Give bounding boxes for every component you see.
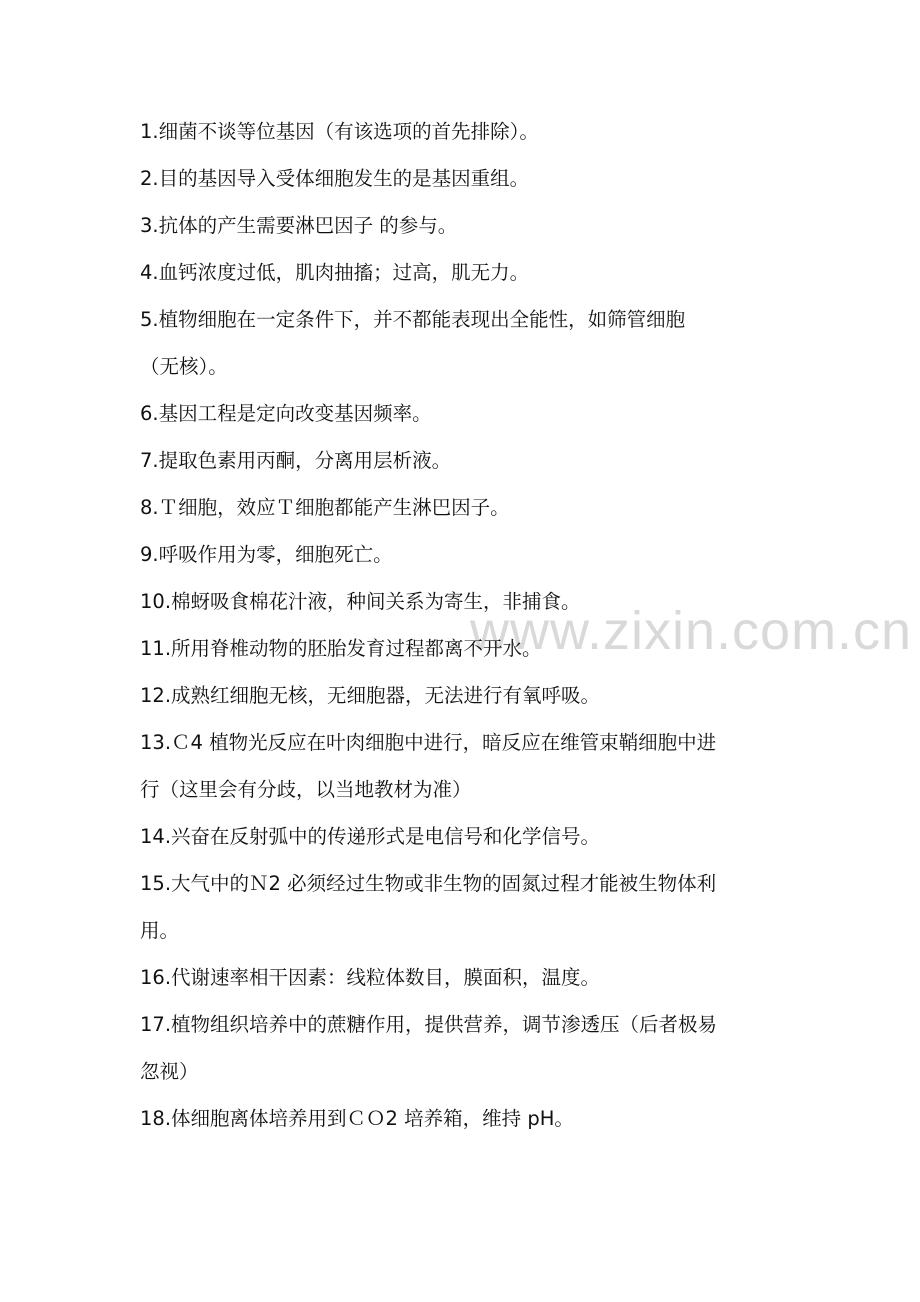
text-line: 8.Ｔ细胞，效应Ｔ细胞都能产生淋巴因子。 bbox=[140, 496, 510, 519]
text-line: 6.基因工程是定向改变基因频率。 bbox=[140, 402, 432, 425]
text-line: 17.植物组织培养中的蔗糖作用，提供营养，调节渗透压（后者极易 bbox=[140, 1013, 718, 1036]
text-line: 9.呼吸作用为零，细胞死亡。 bbox=[140, 543, 393, 566]
text-line: 1.细菌不谈等位基因（有该选项的首先排除）。 bbox=[140, 120, 539, 143]
text-line: 14.兴奋在反射弧中的传递形式是电信号和化学信号。 bbox=[140, 825, 601, 848]
text-line: 10.棉蚜吸食棉花汁液，种间关系为寄生，非捕食。 bbox=[140, 590, 581, 613]
text-line: 2.目的基因导入受体细胞发生的是基因重组。 bbox=[140, 167, 530, 190]
text-line: 15.大气中的Ｎ2 必须经过生物或非生物的固氮过程才能被生物体利 bbox=[140, 872, 717, 895]
text-line: 16.代谢速率相干因素：线粒体数目，膜面积，温度。 bbox=[140, 966, 601, 989]
document-body bbox=[140, 120, 790, 1154]
text-line: 7.提取色素用丙酮，分离用层析液。 bbox=[140, 449, 452, 472]
text-line: 13.Ｃ4 植物光反应在叶肉细胞中进行，暗反应在维管束鞘细胞中进 bbox=[140, 731, 717, 754]
text-line: 11.所用脊椎动物的胚胎发育过程都离不开水。 bbox=[140, 637, 542, 660]
text-line: 12.成熟红细胞无核，无细胞器，无法进行有氧呼吸。 bbox=[140, 684, 601, 707]
text-line: 行（这里会有分歧，以当地教材为准） bbox=[140, 778, 472, 801]
text-line: （无核）。 bbox=[140, 355, 228, 378]
text-line: 18.体细胞离体培养用到ＣＯ2 培养箱，维持 pH。 bbox=[140, 1107, 574, 1130]
text-line: 4.血钙浓度过低，肌肉抽搐；过高，肌无力。 bbox=[140, 261, 530, 284]
text-line: 3.抗体的产生需要淋巴因子 的参与。 bbox=[140, 214, 458, 237]
watermark: www.zixin.com.cn bbox=[470, 601, 913, 661]
text-line: 5.植物细胞在一定条件下，并不都能表现出全能性，如筛管细胞 bbox=[140, 308, 686, 331]
text-line: 忽视） bbox=[140, 1060, 199, 1083]
text-line: 用。 bbox=[140, 919, 180, 942]
